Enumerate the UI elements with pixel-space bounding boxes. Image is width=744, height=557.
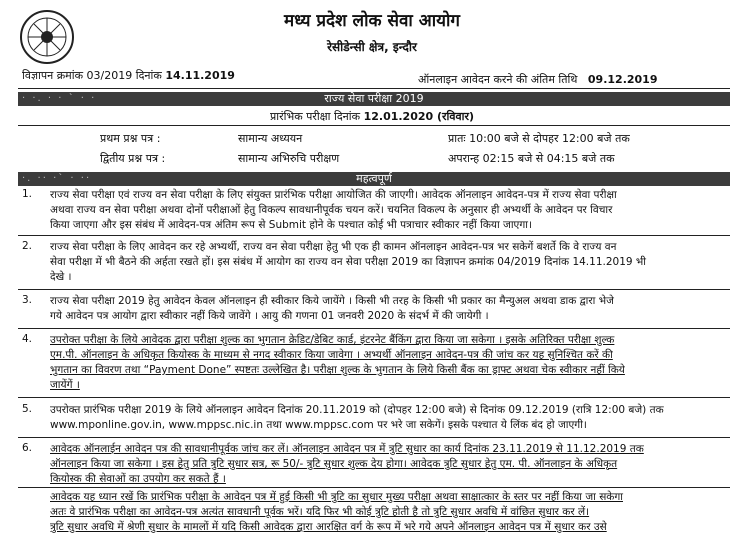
item-number: 4. <box>22 333 33 345</box>
advt-label: विज्ञापन क्रमांक 03/2019 दिनांक <box>22 69 162 82</box>
list-item <box>50 240 730 285</box>
item-line: जायेंगें । <box>50 379 80 391</box>
divider <box>18 235 730 236</box>
divider <box>18 328 730 329</box>
item-line: आवेदक यह ध्यान रखें कि प्रारंभिक परीक्षा के आवेदन पत्र में हुई किसी भी त्रुटि का सुधार मुख्य परीक्षा अथवा साक्षात्कार के स्तर पर नहीं किया जा सकेगा <box>50 491 623 503</box>
prelim-date <box>0 109 744 124</box>
item-number: 3. <box>22 294 33 306</box>
item-line: किया जाएगा और इस संबंध में आवेदन-पत्र अंतिम रूप से Submit होने के पश्चात कोई भी पत्राचार स्वीकार नहीं किया जाएगा। <box>50 219 532 231</box>
paper-2-label: द्वितीय प्रश्न पत्र : <box>100 152 166 165</box>
item-number: 2. <box>22 240 33 252</box>
list-item <box>50 294 730 324</box>
item-line: उपरोक्त परीक्षा के लिये आवेदक द्वारा परीक्षा शुल्क का भुगतान क्रेडिट/डेबिट कार्ड, इंटरनेट बैंकिंग द्वारा किया जा सकेगा । इसके अतिरिक्त परीक्षा शुल्क <box>50 334 615 346</box>
divider <box>18 397 730 398</box>
item-line: उपरोक्त प्रारंभिक परीक्षा 2019 के लिये ऑनलाइन आवेदन दिनांक 20.11.2019 को (दोपहर 12:00 बजे) से दिनांक 09.12.2019 (रात्रि 12:00 बजे) तक <box>50 404 664 416</box>
item-line: देखे । <box>50 271 72 283</box>
important-band-title: महत्वपूर्ण <box>356 172 392 185</box>
list-item <box>50 188 730 233</box>
divider <box>18 437 730 438</box>
item-line: त्रुटि सुधार अवधि में श्रेणी सुधार के मामलों में यदि किसी आवेदक द्वारा आरक्षित वर्ग के रूप में भरे गये अपने ऑनलाइन आवेदन पत्र में सुधार कर उसे <box>50 521 607 533</box>
important-band: ·. ·· ·` · ·· महत्वपूर्ण <box>18 172 730 186</box>
last-date-value: 09.12.2019 <box>587 73 658 86</box>
item-line: राज्य सेवा परीक्षा 2019 हेतु आवेदन केवल ऑनलाइन ही स्वीकार किये जायेंगे । किसी भी तरह के किसी भी प्रकार का मैन्युअल अथवा डाक द्वारा भेजे <box>50 295 614 307</box>
last-date-label: ऑनलाइन आवेदन करने की अंतिम तिथि <box>418 73 578 86</box>
item-line: ऑनलाइन किया जा सकेगा । इस हेतु प्रति त्रुटि सुधार सत्र, रू 50/- त्रुटि सुधार शुल्क देय होगा। आवेदक त्रुटि सुधार हेतु एम. पी. ऑनलाइन के अधिकृत <box>50 458 618 470</box>
item-line: भुगतान का विवरण तथा “Payment Done” स्पष्टतः उल्लेखित है। परीक्षा शुल्क के भुगतान के लिये किसी बैंक का ड्राफ्ट अथवा चेक स्वीकार नहीं किये <box>50 364 625 376</box>
item-line: सेवा परीक्षा में भी बैठने की अर्हता रखते हों। इस संबंध में आयोग का राज्य वन सेवा परीक्षा 2019 का विज्ञापन क्रमांक 04/2019 दिनांक 14.11.2019 भी <box>50 256 647 268</box>
item-line: अतः वे प्रारंभिक परीक्षा का आवेदन-पत्र अत्यंत सावधानी पूर्वक भरें। यदि फिर भी कोई त्रुटि होती है तो त्रुटि सुधार अवधि में वांछित सुधार कर लें। <box>50 506 590 518</box>
advt-date: 14.11.2019 <box>165 69 235 82</box>
exam-band-title: राज्य सेवा परीक्षा 2019 <box>324 92 424 105</box>
item-line: www.mponline.gov.in, www.mppsc.nic.in तथा www.mppsc.com पर भरे जा सकेगें। इसके पश्चात ये लिंक बंद हो जाएगी। <box>50 419 587 431</box>
advertisement-number <box>22 68 235 83</box>
exam-band: · ·. · · ` · · राज्य सेवा परीक्षा 2019 <box>18 92 730 106</box>
page-subtitle: रेसीडेन्सी क्षेत्र, इन्दौर <box>327 40 417 54</box>
last-date <box>418 72 658 87</box>
item-line: आवेदक ऑनलाईन आवेदन पत्र की सावधानीपूर्वक जांच कर लें। ऑनलाइन आवेदन पत्र में त्रुटि सुधार का कार्य दिनांक 23.11.2019 से 11.12.2019 तक <box>50 443 644 455</box>
item-number: 5. <box>22 403 33 415</box>
divider <box>18 487 730 488</box>
item-line: अथवा राज्य वन सेवा परीक्षा अथवा दोनों परीक्षाओं हेतु विकल्प सावधानीपूर्वक चयन करें। चयनित विकल्प के अनुसार ही अभ्यर्थी के आवेदन पर विचार <box>50 204 613 216</box>
prelim-date-value: 12.01.2020 (रविवार) <box>363 110 474 123</box>
list-item <box>50 333 730 393</box>
paper-1-label: प्रथम प्रश्न पत्र : <box>100 132 161 145</box>
paper-2-time: अपरान्ह 02:15 बजे से 04:15 बजे तक <box>448 152 615 165</box>
divider <box>18 125 730 126</box>
list-item <box>50 442 730 535</box>
item-line: एम.पी. ऑनलाइन के अधिकृत कियोस्क के माध्यम से नगद स्वीकार किया जावेगा । अभ्यर्थी ऑनलाइन आवेदन-पत्र की जांच कर यह सुनिश्चित करें की <box>50 349 613 361</box>
item-line: राज्य सेवा परीक्षा एवं राज्य वन सेवा परीक्षा के लिए संयुक्त प्रारंभिक परीक्षा आयोजित की जाएगी। आवेदक ऑनलाइन आवेदन-पत्र में राज्य सेवा परीक्षा <box>50 189 617 201</box>
item-number: 1. <box>22 188 33 200</box>
page-title: मध्य प्रदेश लोक सेवा आयोग <box>284 11 460 31</box>
paper-2-subject: सामान्य अभिरुचि परीक्षण <box>238 152 340 165</box>
item-line: कियोस्क की सेवाओं का उपयोग कर सकते हैं । <box>50 473 226 485</box>
item-number: 6. <box>22 442 33 454</box>
paper-1-subject: सामान्य अध्ययन <box>238 132 303 145</box>
divider <box>18 88 730 89</box>
item-line: राज्य सेवा परीक्षा के लिए आवेदन कर रहे अभ्यर्थी, राज्य वन सेवा परीक्षा हेतु भी एक ही कामन ऑनलाइन आवेदन-पत्र भर सकेगें बशर्ते कि वे राज्य वन <box>50 241 617 253</box>
item-line: गये आवेदन पत्र आयोग द्वारा स्वीकार नहीं किये जावेंगे । आयु की गणना 01 जनवरी 2020 के संदर्भ में की जायेगी । <box>50 310 489 322</box>
divider <box>18 289 730 290</box>
prelim-date-label: प्रारंभिक परीक्षा दिनांक <box>270 110 361 123</box>
list-item <box>50 403 730 433</box>
paper-1-time: प्रातः 10:00 बजे से दोपहर 12:00 बजे तक <box>448 132 630 145</box>
